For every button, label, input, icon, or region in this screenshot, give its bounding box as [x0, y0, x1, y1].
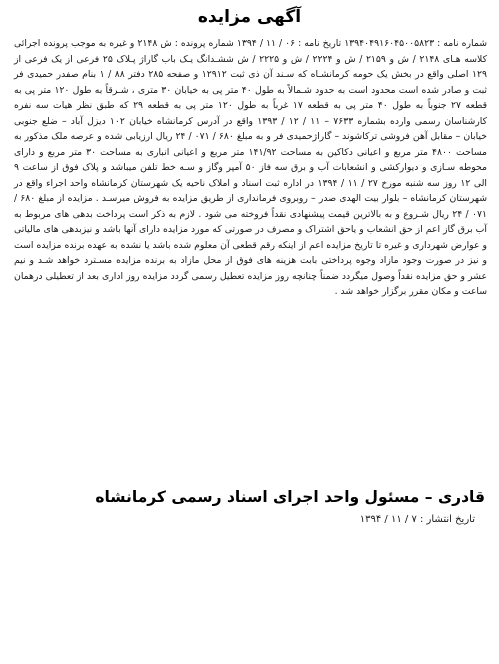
notice-signature: قادری – مسئول واحد اجرای اسناد رسمی کرمانشاه [95, 488, 485, 506]
notice-title: آگهی مزایده [197, 7, 302, 27]
publish-date: تاریخ انتشار : ۷ / ۱۱ / ۱۳۹۴ [359, 514, 475, 525]
notice-body: شماره نامه : ۱۳۹۴۰۴۹۱۶۰۴۵۰۰۵۸۲۳ تاریخ نامه : ۰۶ / ۱۱ / ۱۳۹۴ شماره پرونده : ش ۲۱۴۸ و غیره به موجب پرونده اجرائی کلاسه هـای ۲۱۴۸ / ش و ۲۱۵۹ / ش و ۲۲۲۴ / ش و ۲۲۲۵ / ش ششـدانگ یـک باب گاراژ پـلاک ۲۵ فرعی از یک فرعی از ۱۲۹ اصلی واقع در بخش یک حومه کرمانشـاه که سـند آن ذی ثبت ۱۲۹۱۲ و صفحه ۲۸۵ دفتر ۸۸ / ۱ بنام صفدر حمیدی فر ثبت و صادر شده است محدود است به حدود شـمالاً به طول ۴۰ متر پی به خیابان ۳۰ متری ، شـرقاً به طول ۱۲۰ متر پی به قطعه ۲۷ جنوباً به طول ۴۰ متر پی به قطعه ۱۷ غرباً به طول ۱۲۰ متر پی به قطعه ۲۹ که طبق نظر هیات سه نفره کارشناسان رسمی وارده بشماره ۷۶۳۳ – ۱۱ / ۱۲ / ۱۳۹۳ واقع در آدرس کرمانشاه خیابان ۱۰۲ دیزل آباد – ضلع جنوبی خیابان – مقابل آهن فروشی ترکاشوند – گاراژحمیدی فر و به مبلغ ۶۸۰ / ۰۷۱ / ۲۴ ریال ارزیابی شده و عرصه ملک مذکور به مساحت ۴۸۰۰ متر مربع و اعیانی دکاکین به مساحت ۱۴۱/۹۲ متر مربع و اعیانی انباری به مساحت ۳۰ متر مربع و دارای محوطه سـازی و دیوارکشی و انشعابات آب و برق سه فاز ۵۰ آمپر وگاز و سـه خط تلفن میباشد و پلاک فوق از ساعت ۹ الی ۱۲ روز سه شنبه مورخ ۲۷ / ۱۱ / ۱۳۹۴ در اداره ثبت اسناد و املاک ناحیه یک شهرستان کرمانشاه واحد اجراء واقع در شهرستان کرمانشاه – بلوار بیت الهدی صدر – روبروی فرمانداری از طریق مزایده به فروش میرسـد . مزایده از مبلغ ۶۸۰ / ۰۷۱ / ۲۴ ریال شـروع و به بالاترین قیمت پیشنهادی نقداً فروخته می شود . لازم به ذکر است پرداخت بدهی های مربوط به آب برق گاز اعم از حق انشعاب و یاحق اشتراک و مصرف در صورتی که مورد مزایده دارای آنها باشد و نیزبدهی های مالیاتی و عوارض شهرداری و غیره تا تاریخ مزایده اعم از اینکه رقم قطعی آن معلوم شده باشد یا نشده به عهده برنده مزایده است و نیز در صورت وجود مازاد وجوه پرداختی بابت هزینه های فوق از محل مازاد به برنده مزایده مسـترد خواهد شـد و نیم عشر و حق مزایده نقداً وصول میگردد ضمناً چنانچه روز مزایده تعطیل رسمی گردد مزایده روز اداری بعد از تعطیلی درهمان ساعت و مکان مقرر برگزار خواهد شد . [14, 38, 488, 297]
